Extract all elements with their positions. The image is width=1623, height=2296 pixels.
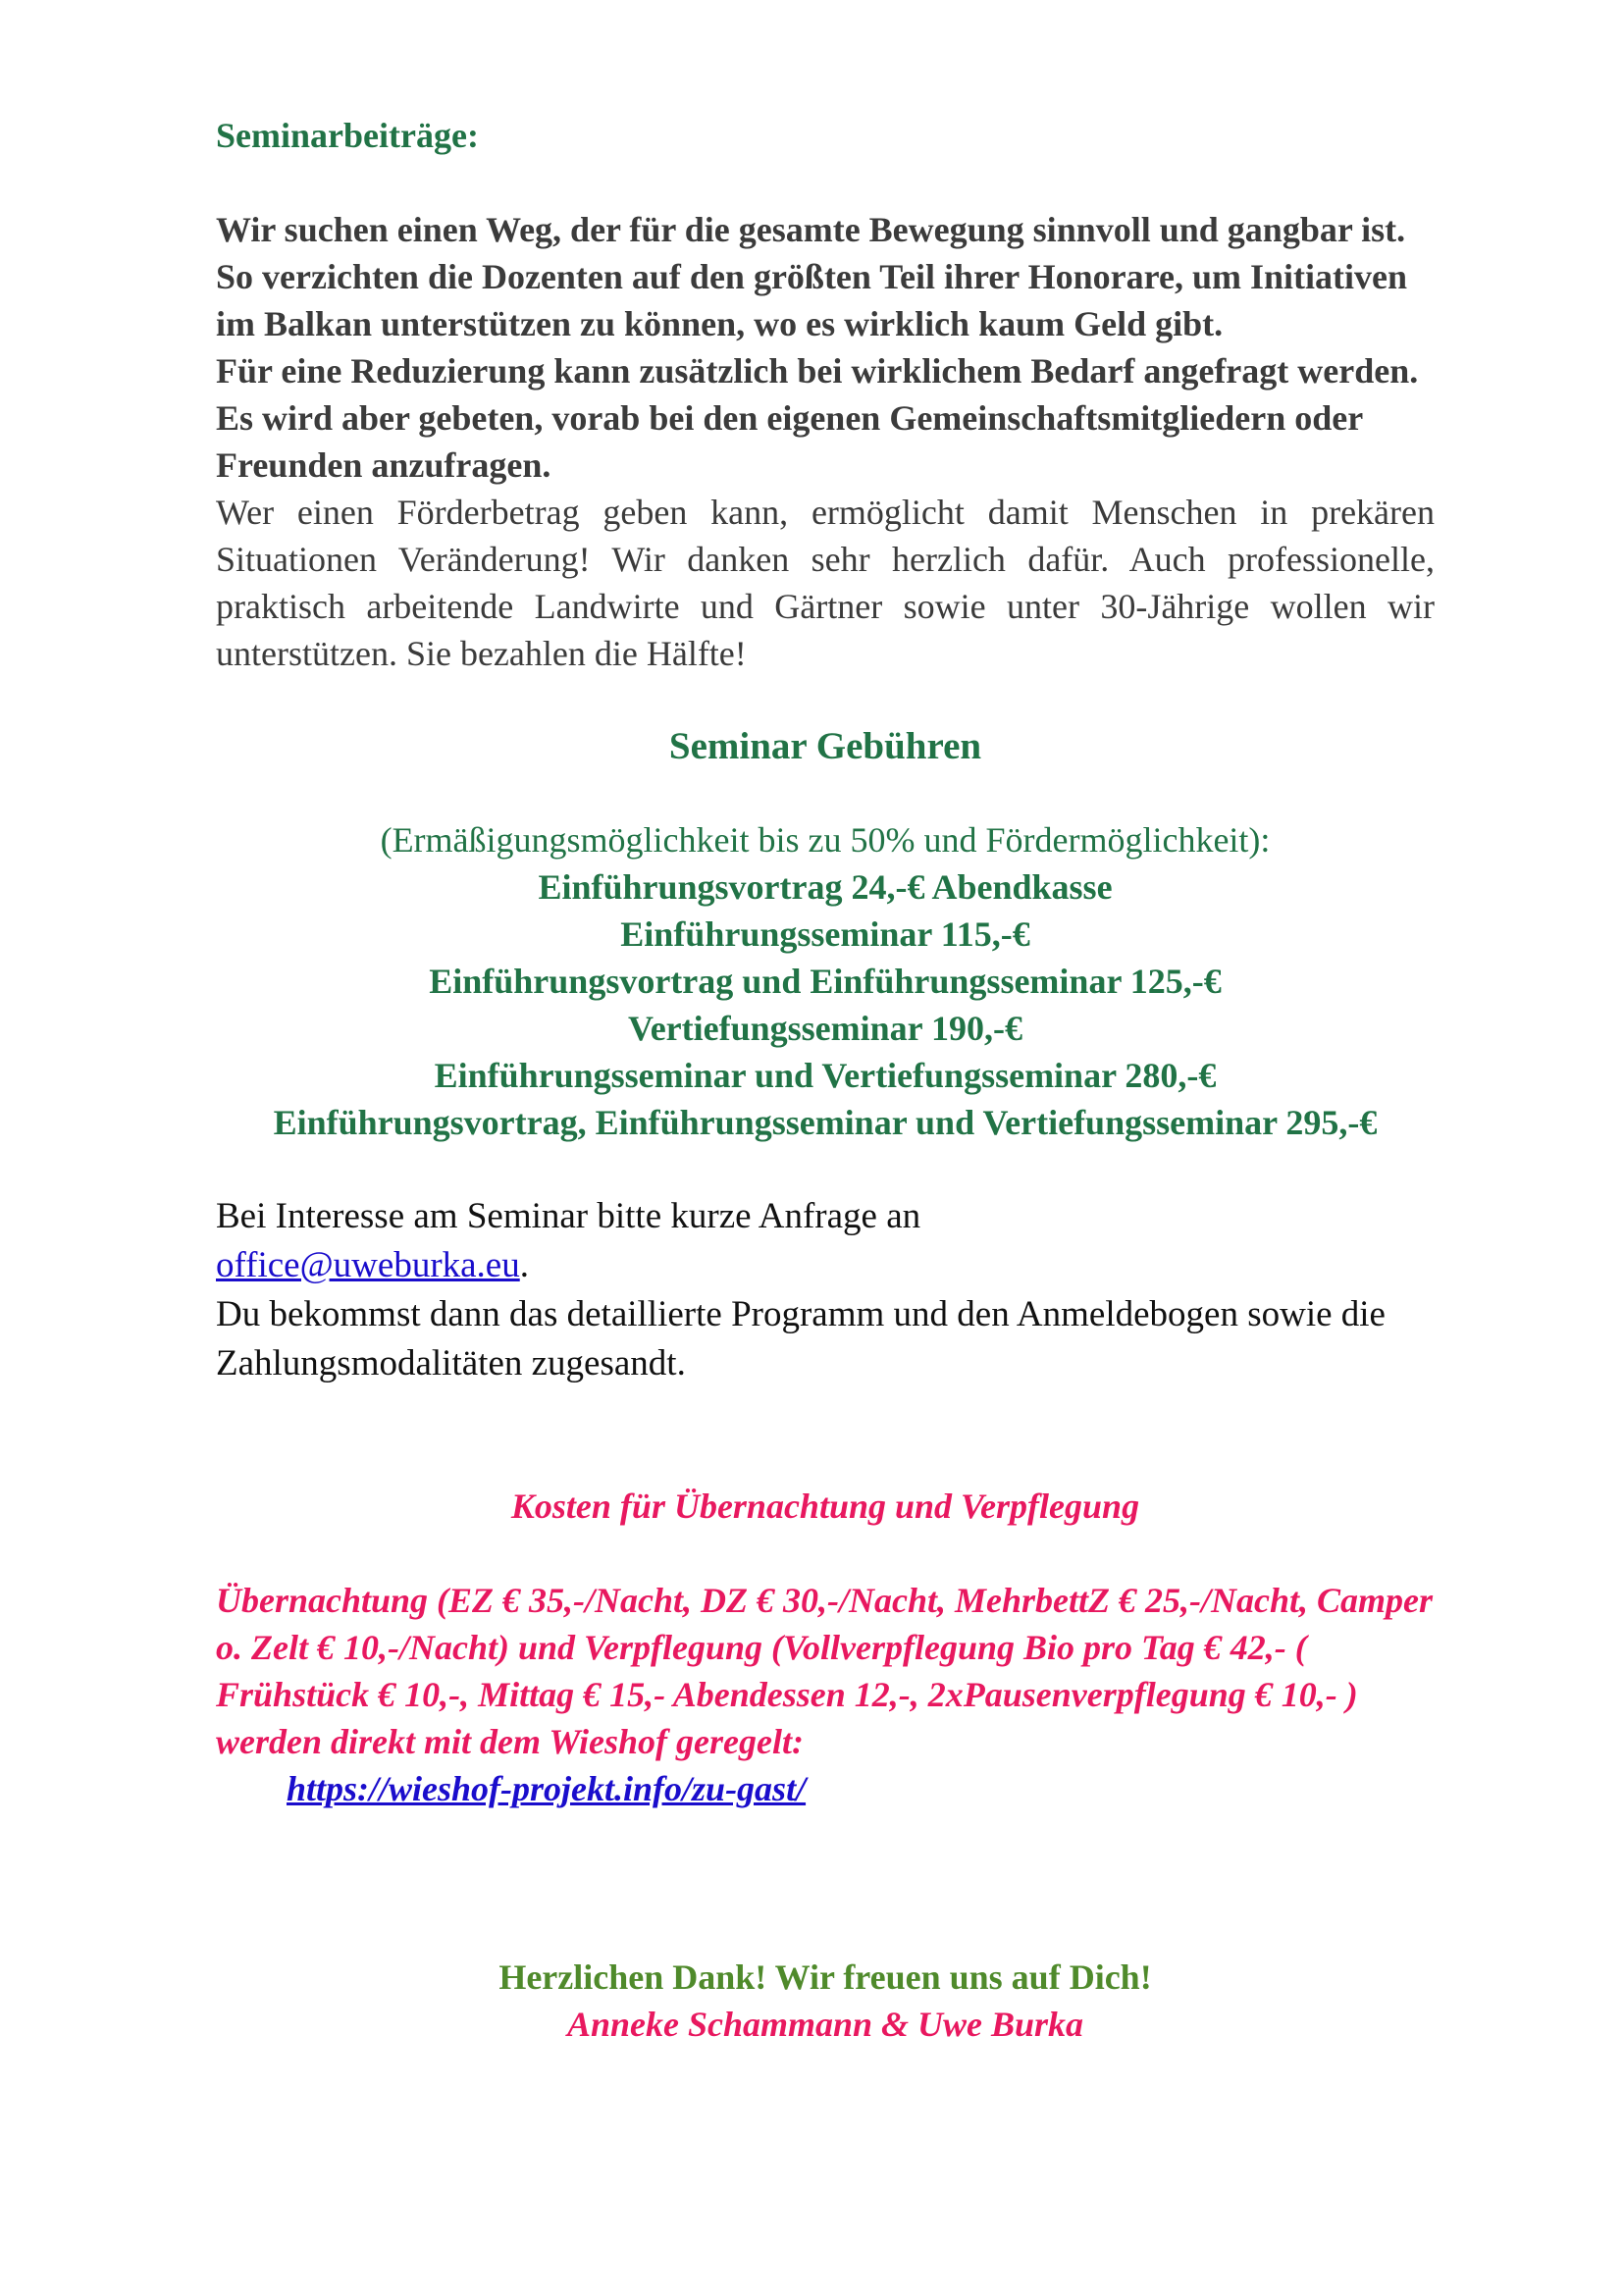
contact-line-2: Du bekommst dann das detaillierte Programm und den Anmeldebogen sowie die Zahlungsmodalitäten zugesandt. [216, 1294, 1386, 1383]
intro-paragraph-2: Für eine Reduzierung kann zusätzlich bei wirklichem Bedarf angefragt werden. Es wird aber gebeten, vorab bei den eigenen Gemeinschaftsmitgliedern oder Freunden anzufragen. [216, 351, 1419, 485]
wieshof-link[interactable]: https://wieshof-projekt.info/zu-gast/ [287, 1769, 807, 1808]
fee-item: Einführungsvortrag 24,-€ Abendkasse [538, 867, 1113, 907]
costs-title: Kosten für Übernachtung und Verpflegung [510, 1487, 1140, 1526]
contact-email-suffix: . [519, 1245, 529, 1285]
fee-item: Einführungsvortrag und Einführungsseminar 125,-€ [429, 962, 1222, 1001]
intro-section [216, 206, 1435, 677]
thanks-line: Herzlichen Dank! Wir freuen uns auf Dich! [498, 1957, 1152, 1997]
contact-email-line [216, 1241, 1435, 1290]
fees-title: Seminar Gebühren [668, 725, 982, 767]
costs-section [216, 1577, 1435, 1812]
fee-list [216, 863, 1435, 1146]
intro-paragraph-3: Wer einen Förderbetrag geben kann, ermöglicht damit Menschen in prekären Situationen Veränderung! Wir danken sehr herzlich dafür. Auch professionelle, praktisch arbeitende Landwirte und Gärtner sowie unter 30-Jährige wollen wir unterstützen. Sie bezahlen die Hälfte! [216, 493, 1435, 673]
fees-note: (Ermäßigungsmöglichkeit bis zu 50% und Fördermöglichkeit): [380, 820, 1271, 860]
contact-section [216, 1192, 1435, 1388]
fee-item: Einführungsseminar 115,-€ [620, 914, 1030, 954]
contact-line-1: Bei Interesse am Seminar bitte kurze Anfrage an [216, 1196, 921, 1236]
section-title: Seminarbeiträge: [216, 116, 479, 155]
intro-paragraph-1: Wir suchen einen Weg, der für die gesamte Bewegung sinnvoll und gangbar ist. So verzichten die Dozenten auf den größten Teil ihrer Honorare, um Initiativen im Balkan unterstützen zu können, wo es wirklich kaum Geld gibt. [216, 210, 1407, 343]
costs-link-line [216, 1765, 1435, 1812]
contact-email-link[interactable]: office@uweburka.eu [216, 1245, 520, 1285]
fee-item: Einführungsseminar und Vertiefungsseminar 280,-€ [434, 1056, 1217, 1095]
fee-item: Einführungsvortrag, Einführungsseminar und Vertiefungsseminar 295,-€ [273, 1103, 1378, 1142]
costs-text: Übernachtung (EZ € 35,-/Nacht, DZ € 30,-/Nacht, MehrbettZ € 25,-/Nacht, Camper o. Zelt € 10,-/Nacht) und Verpflegung (Vollverpflegung Bio pro Tag € 42,- ( Frühstück € 10,-, Mittag € 15,- Abendessen 12,-, 2xPausenverpflegung € 10,- ) werden direkt mit dem Wieshof geregelt: [216, 1581, 1433, 1761]
signature: Anneke Schammann & Uwe Burka [566, 2005, 1084, 2044]
fee-item: Vertiefungsseminar 190,-€ [628, 1009, 1022, 1048]
